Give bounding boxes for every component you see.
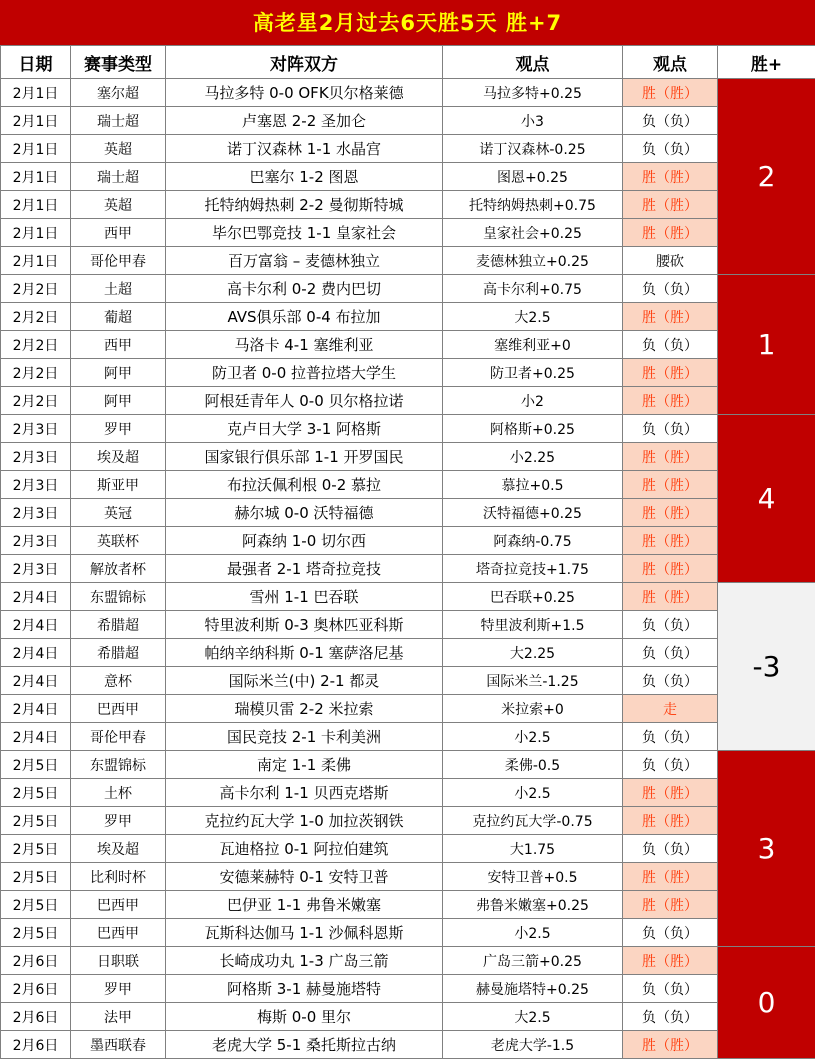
- table-row: [1, 275, 815, 303]
- cell-date: 2月1日: [1, 135, 71, 163]
- cell-league: 英超: [71, 135, 166, 163]
- cell-date: 2月3日: [1, 527, 71, 555]
- cell-result: 胜（胜）: [623, 499, 718, 527]
- table-row: [1, 471, 815, 499]
- column-header-date: 日期: [1, 46, 71, 79]
- cell-view: 米拉索+0: [443, 695, 623, 723]
- cell-league: 埃及超: [71, 443, 166, 471]
- cell-result: 负（负）: [623, 415, 718, 443]
- cell-view: 麦德林独立+0.25: [443, 247, 623, 275]
- cell-date: 2月1日: [1, 191, 71, 219]
- table-row: [1, 79, 815, 107]
- cell-view: 防卫者+0.25: [443, 359, 623, 387]
- cell-view: 柔佛-0.5: [443, 751, 623, 779]
- table-row: [1, 919, 815, 947]
- table-row: [1, 807, 815, 835]
- cell-league: 西甲: [71, 331, 166, 359]
- table-header-row: [1, 46, 815, 79]
- table-row: [1, 163, 815, 191]
- cell-date: 2月4日: [1, 639, 71, 667]
- cell-result: 胜（胜）: [623, 527, 718, 555]
- cell-league: 希腊超: [71, 611, 166, 639]
- cell-view: 赫曼施塔特+0.25: [443, 975, 623, 1003]
- cell-match: 瑞模贝雷 2-2 米拉索: [166, 695, 443, 723]
- cell-date: 2月1日: [1, 163, 71, 191]
- cell-match: 长崎成功丸 1-3 广岛三箭: [166, 947, 443, 975]
- table-row: [1, 527, 815, 555]
- cell-league: 希腊超: [71, 639, 166, 667]
- column-header-match: 对阵双方: [166, 46, 443, 79]
- cell-view: 阿森纳-0.75: [443, 527, 623, 555]
- cell-result: 胜（胜）: [623, 471, 718, 499]
- cell-date: 2月3日: [1, 471, 71, 499]
- table-row: [1, 863, 815, 891]
- table-row: [1, 135, 815, 163]
- cell-match: 帕纳辛纳科斯 0-1 塞萨洛尼基: [166, 639, 443, 667]
- cell-match: 瓦斯科达伽马 1-1 沙佩科恩斯: [166, 919, 443, 947]
- cell-view: 老虎大学-1.5: [443, 1031, 623, 1059]
- cell-league: 阿甲: [71, 359, 166, 387]
- cell-league: 土杯: [71, 779, 166, 807]
- cell-date: 2月5日: [1, 863, 71, 891]
- cell-match: 高卡尔利 0-2 费内巴切: [166, 275, 443, 303]
- cell-match: 百万富翁 – 麦德林独立: [166, 247, 443, 275]
- cell-result: 负（负）: [623, 667, 718, 695]
- cell-match: 国家银行俱乐部 1-1 开罗国民: [166, 443, 443, 471]
- cell-result: 胜（胜）: [623, 583, 718, 611]
- win-total-cell: 1: [718, 275, 815, 415]
- cell-match: 特里波利斯 0-3 奥林匹亚科斯: [166, 611, 443, 639]
- cell-view: 小2.25: [443, 443, 623, 471]
- cell-match: 马拉多特 0-0 OFK贝尔格莱德: [166, 79, 443, 107]
- cell-match: 布拉沃佩利根 0-2 慕拉: [166, 471, 443, 499]
- table-row: [1, 387, 815, 415]
- table-row: [1, 555, 815, 583]
- cell-league: 东盟锦标: [71, 583, 166, 611]
- table-row: [1, 303, 815, 331]
- cell-match: 阿格斯 3-1 赫曼施塔特: [166, 975, 443, 1003]
- cell-league: 巴西甲: [71, 891, 166, 919]
- table-row: [1, 667, 815, 695]
- table-row: [1, 191, 815, 219]
- cell-date: 2月2日: [1, 387, 71, 415]
- cell-result: 胜（胜）: [623, 387, 718, 415]
- cell-result: 胜（胜）: [623, 947, 718, 975]
- cell-view: 皇家社会+0.25: [443, 219, 623, 247]
- cell-view: 大2.25: [443, 639, 623, 667]
- page-title: 高老星2月过去6天胜5天 胜+7: [0, 0, 815, 45]
- table-row: [1, 331, 815, 359]
- cell-view: 托特纳姆热刺+0.75: [443, 191, 623, 219]
- cell-league: 罗甲: [71, 415, 166, 443]
- win-total-cell: 3: [718, 751, 815, 947]
- cell-view: 塞维利亚+0: [443, 331, 623, 359]
- cell-league: 瑞士超: [71, 107, 166, 135]
- cell-result: 胜（胜）: [623, 79, 718, 107]
- table-row: [1, 947, 815, 975]
- cell-result: 胜（胜）: [623, 359, 718, 387]
- cell-match: 阿森纳 1-0 切尔西: [166, 527, 443, 555]
- cell-match: 卢塞恩 2-2 圣加仑: [166, 107, 443, 135]
- cell-result: 负（负）: [623, 107, 718, 135]
- cell-view: 广岛三箭+0.25: [443, 947, 623, 975]
- cell-match: 赫尔城 0-0 沃特福德: [166, 499, 443, 527]
- cell-result: 腰砍: [623, 247, 718, 275]
- table-row: [1, 695, 815, 723]
- table-row: [1, 723, 815, 751]
- table-row: [1, 583, 815, 611]
- cell-date: 2月6日: [1, 947, 71, 975]
- table-row: [1, 639, 815, 667]
- cell-match: 南定 1-1 柔佛: [166, 751, 443, 779]
- cell-view: 弗鲁米嫩塞+0.25: [443, 891, 623, 919]
- cell-date: 2月6日: [1, 975, 71, 1003]
- cell-result: 走: [623, 695, 718, 723]
- cell-result: 胜（胜）: [623, 863, 718, 891]
- cell-date: 2月3日: [1, 443, 71, 471]
- cell-view: 小2.5: [443, 779, 623, 807]
- cell-view: 塔奇拉竞技+1.75: [443, 555, 623, 583]
- cell-league: 巴西甲: [71, 919, 166, 947]
- table-row: [1, 107, 815, 135]
- cell-result: 胜（胜）: [623, 555, 718, 583]
- cell-date: 2月2日: [1, 331, 71, 359]
- table-body: [1, 79, 815, 1059]
- cell-result: 负（负）: [623, 135, 718, 163]
- cell-view: 慕拉+0.5: [443, 471, 623, 499]
- win-total-cell: 0: [718, 947, 815, 1059]
- cell-view: 克拉约瓦大学-0.75: [443, 807, 623, 835]
- cell-view: 小2.5: [443, 919, 623, 947]
- table-row: [1, 443, 815, 471]
- cell-match: 瓦迪格拉 0-1 阿拉伯建筑: [166, 835, 443, 863]
- cell-result: 负（负）: [623, 975, 718, 1003]
- cell-date: 2月5日: [1, 751, 71, 779]
- cell-match: 雪州 1-1 巴吞联: [166, 583, 443, 611]
- cell-league: 土超: [71, 275, 166, 303]
- cell-date: 2月4日: [1, 667, 71, 695]
- cell-view: 诺丁汉森林-0.25: [443, 135, 623, 163]
- cell-league: 葡超: [71, 303, 166, 331]
- cell-date: 2月4日: [1, 695, 71, 723]
- cell-date: 2月6日: [1, 1003, 71, 1031]
- cell-date: 2月3日: [1, 555, 71, 583]
- results-table: [0, 45, 815, 1059]
- table-row: [1, 751, 815, 779]
- cell-date: 2月5日: [1, 835, 71, 863]
- table-row: [1, 611, 815, 639]
- cell-league: 瑞士超: [71, 163, 166, 191]
- cell-league: 英联杯: [71, 527, 166, 555]
- cell-league: 埃及超: [71, 835, 166, 863]
- cell-result: 负（负）: [623, 639, 718, 667]
- cell-view: 国际米兰-1.25: [443, 667, 623, 695]
- cell-league: 西甲: [71, 219, 166, 247]
- cell-result: 负（负）: [623, 919, 718, 947]
- cell-view: 马拉多特+0.25: [443, 79, 623, 107]
- cell-view: 特里波利斯+1.5: [443, 611, 623, 639]
- cell-league: 巴西甲: [71, 695, 166, 723]
- win-total-cell: -3: [718, 583, 815, 751]
- cell-date: 2月6日: [1, 1031, 71, 1059]
- cell-view: 小2: [443, 387, 623, 415]
- cell-date: 2月3日: [1, 415, 71, 443]
- cell-date: 2月4日: [1, 611, 71, 639]
- cell-match: 老虎大学 5-1 桑托斯拉古纳: [166, 1031, 443, 1059]
- cell-result: 负（负）: [623, 331, 718, 359]
- cell-view: 安特卫普+0.5: [443, 863, 623, 891]
- cell-match: 高卡尔利 1-1 贝西克塔斯: [166, 779, 443, 807]
- cell-result: 胜（胜）: [623, 443, 718, 471]
- cell-view: 大2.5: [443, 303, 623, 331]
- cell-match: 安德莱赫特 0-1 安特卫普: [166, 863, 443, 891]
- cell-match: 克拉约瓦大学 1-0 加拉茨钢铁: [166, 807, 443, 835]
- cell-date: 2月1日: [1, 107, 71, 135]
- cell-result: 负（负）: [623, 275, 718, 303]
- table-row: [1, 891, 815, 919]
- cell-date: 2月4日: [1, 723, 71, 751]
- cell-league: 法甲: [71, 1003, 166, 1031]
- win-total-cell: 2: [718, 79, 815, 275]
- cell-league: 哥伦甲春: [71, 723, 166, 751]
- cell-view: 高卡尔利+0.75: [443, 275, 623, 303]
- cell-date: 2月2日: [1, 275, 71, 303]
- cell-result: 胜（胜）: [623, 807, 718, 835]
- cell-league: 哥伦甲春: [71, 247, 166, 275]
- cell-date: 2月1日: [1, 247, 71, 275]
- win-total-cell: 4: [718, 415, 815, 583]
- cell-match: 托特纳姆热刺 2-2 曼彻斯特城: [166, 191, 443, 219]
- cell-view: 大1.75: [443, 835, 623, 863]
- cell-result: 胜（胜）: [623, 191, 718, 219]
- cell-match: 巴伊亚 1-1 弗鲁米嫩塞: [166, 891, 443, 919]
- cell-result: 负（负）: [623, 835, 718, 863]
- cell-league: 罗甲: [71, 807, 166, 835]
- column-header-result: 观点: [623, 46, 718, 79]
- cell-match: 最强者 2-1 塔奇拉竞技: [166, 555, 443, 583]
- cell-league: 意杯: [71, 667, 166, 695]
- cell-match: 国民竞技 2-1 卡利美洲: [166, 723, 443, 751]
- cell-match: 诺丁汉森林 1-1 水晶宫: [166, 135, 443, 163]
- cell-date: 2月5日: [1, 891, 71, 919]
- cell-match: 国际米兰(中) 2-1 都灵: [166, 667, 443, 695]
- cell-result: 负（负）: [623, 1003, 718, 1031]
- cell-match: AVS俱乐部 0-4 布拉加: [166, 303, 443, 331]
- cell-view: 小2.5: [443, 723, 623, 751]
- table-row: [1, 835, 815, 863]
- cell-league: 解放者杯: [71, 555, 166, 583]
- cell-match: 防卫者 0-0 拉普拉塔大学生: [166, 359, 443, 387]
- table-row: [1, 499, 815, 527]
- cell-result: 负（负）: [623, 723, 718, 751]
- cell-league: 日职联: [71, 947, 166, 975]
- cell-result: 胜（胜）: [623, 219, 718, 247]
- table-row: [1, 415, 815, 443]
- cell-date: 2月3日: [1, 499, 71, 527]
- cell-view: 大2.5: [443, 1003, 623, 1031]
- cell-match: 马洛卡 4-1 塞维利亚: [166, 331, 443, 359]
- cell-match: 梅斯 0-0 里尔: [166, 1003, 443, 1031]
- column-header-win: 胜+: [718, 46, 815, 79]
- cell-result: 胜（胜）: [623, 891, 718, 919]
- cell-date: 2月2日: [1, 303, 71, 331]
- cell-result: 胜（胜）: [623, 1031, 718, 1059]
- cell-view: 沃特福德+0.25: [443, 499, 623, 527]
- cell-league: 罗甲: [71, 975, 166, 1003]
- cell-result: 负（负）: [623, 611, 718, 639]
- table-row: [1, 779, 815, 807]
- column-header-view: 观点: [443, 46, 623, 79]
- cell-match: 克卢日大学 3-1 阿格斯: [166, 415, 443, 443]
- cell-view: 阿格斯+0.25: [443, 415, 623, 443]
- cell-result: 胜（胜）: [623, 163, 718, 191]
- cell-date: 2月5日: [1, 919, 71, 947]
- cell-date: 2月1日: [1, 219, 71, 247]
- cell-view: 图恩+0.25: [443, 163, 623, 191]
- cell-league: 墨西联春: [71, 1031, 166, 1059]
- cell-match: 毕尔巴鄂竞技 1-1 皇家社会: [166, 219, 443, 247]
- cell-league: 比利时杯: [71, 863, 166, 891]
- cell-view: 巴吞联+0.25: [443, 583, 623, 611]
- cell-league: 塞尔超: [71, 79, 166, 107]
- table-row: [1, 975, 815, 1003]
- cell-league: 英冠: [71, 499, 166, 527]
- cell-match: 巴塞尔 1-2 图恩: [166, 163, 443, 191]
- cell-result: 胜（胜）: [623, 303, 718, 331]
- cell-date: 2月4日: [1, 583, 71, 611]
- cell-result: 负（负）: [623, 751, 718, 779]
- cell-league: 东盟锦标: [71, 751, 166, 779]
- table-row: [1, 359, 815, 387]
- column-header-league: 赛事类型: [71, 46, 166, 79]
- cell-date: 2月2日: [1, 359, 71, 387]
- cell-date: 2月1日: [1, 79, 71, 107]
- table-row: [1, 1031, 815, 1059]
- cell-match: 阿根廷青年人 0-0 贝尔格拉诺: [166, 387, 443, 415]
- table-row: [1, 247, 815, 275]
- table-row: [1, 219, 815, 247]
- cell-date: 2月5日: [1, 779, 71, 807]
- cell-league: 斯亚甲: [71, 471, 166, 499]
- cell-date: 2月5日: [1, 807, 71, 835]
- table-row: [1, 1003, 815, 1031]
- cell-result: 胜（胜）: [623, 779, 718, 807]
- cell-view: 小3: [443, 107, 623, 135]
- cell-league: 阿甲: [71, 387, 166, 415]
- cell-league: 英超: [71, 191, 166, 219]
